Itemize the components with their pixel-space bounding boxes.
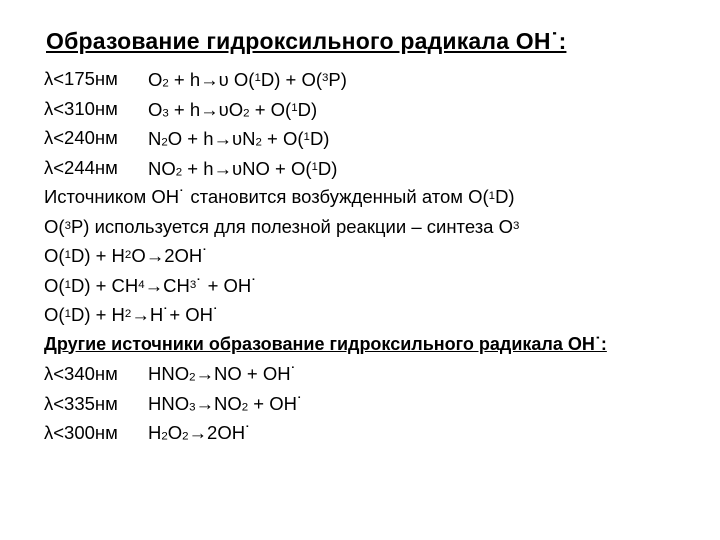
reaction-line [44, 359, 714, 389]
reaction-equation: $H_2O_2\to 2OH˙$ [148, 422, 252, 443]
wavelength-label: λ<240нм [44, 127, 118, 148]
text-line: O( 3 P) используется для полезной реакции – синтеза O 3 [44, 215, 520, 237]
content-lines [44, 64, 714, 448]
wavelength-label: λ<175нм [44, 68, 118, 89]
reaction-line: O( 1 D) + H 2 O→2OH˙ [44, 245, 209, 266]
reaction-equation: $O_2 + h\to\upsilon$ O($^1$D) + O($^3$P) [148, 69, 347, 91]
wavelength-label: λ<335нм [44, 392, 118, 414]
wavelength-label: λ<244нм [44, 156, 118, 178]
reaction-equation: $NO_2 + h\to\upsilon NO + O(^1D)$ [148, 157, 338, 179]
reaction-equation: $O_3 + h\to\upsilon O_2 + O(^1D)$ [148, 98, 318, 120]
text-line: Источником OH˙ становится возбужденный атом O( 1 D) [44, 186, 515, 207]
reaction-line [44, 94, 714, 124]
wavelength-label: λ<340нм [44, 363, 118, 384]
section-subtitle: Другие источники образование гидроксильного радикала OH˙: [44, 333, 607, 354]
wavelength-label: λ<300нм [44, 422, 118, 443]
page-title: Образование гидроксильного радикала OH˙: [46, 28, 567, 54]
reaction-line [44, 123, 714, 153]
reaction-line [44, 389, 714, 419]
wavelength-label: λ<310нм [44, 97, 118, 119]
reaction-equation: $N_2O + h\to\upsilon N_2 + O(^1D)$ [148, 128, 330, 150]
reaction-equation: $HNO_3\to NO_2$ + OH˙ [148, 392, 304, 414]
reaction-line: O( 1 D) + CH 4 →CH 3 ˙ + OH˙ [44, 274, 258, 296]
reaction-line [44, 153, 714, 183]
reaction-line [44, 64, 714, 94]
reaction-line: O( 1 D) + H 2 →H˙+ OH˙ [44, 304, 220, 325]
reaction-line [44, 418, 714, 448]
reaction-equation: $HNO_2\to NO$ + OH˙ [148, 363, 297, 384]
